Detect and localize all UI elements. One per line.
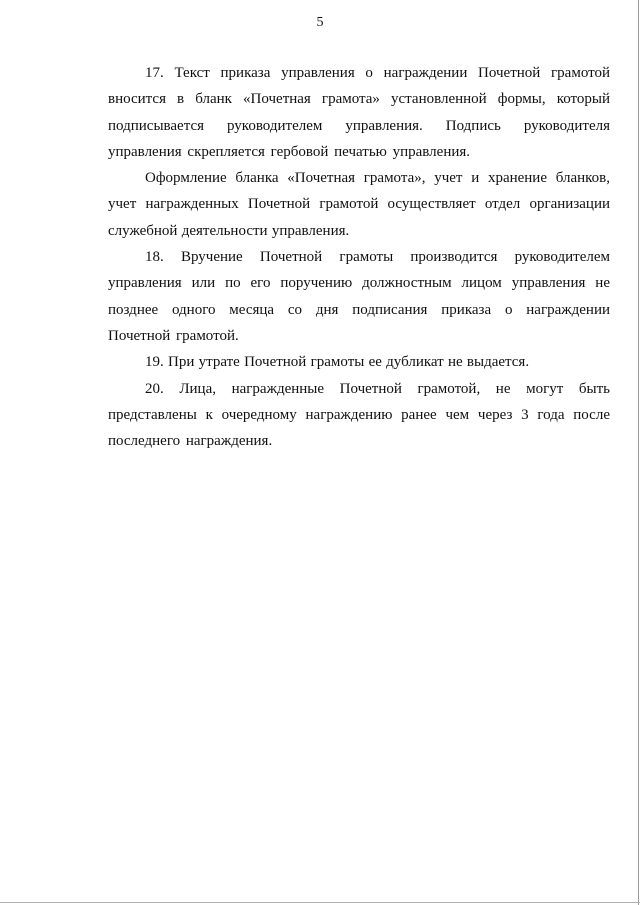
- document-body: [108, 60, 610, 454]
- scan-edge-bottom: [0, 902, 640, 903]
- paragraph-blank-processing: Оформление бланка «Почетная грамота», учет и хранение бланков, учет награжденных Почетной грамотой осуществляет отдел организации служебной деятельности управления.: [108, 170, 610, 239]
- page-number: 5: [316, 15, 324, 30]
- paragraph-18: 18. Вручение Почетной грамоты производится руководителем управления или по его поручению должностным лицом управления не позднее одного месяца со дня подписания приказа о награждении Почетной грамотой.: [108, 249, 610, 344]
- paragraph-19: 19. При утрате Почетной грамоты ее дубликат не выдается.: [145, 354, 530, 371]
- scan-edge-right: [638, 0, 639, 905]
- paragraph-20: 20. Лица, награжденные Почетной грамотой, не могут быть представлены к очередному награждению ранее чем через 3 года после последнего награждения.: [108, 380, 610, 450]
- paragraph-17: 17. Текст приказа управления о награждении Почетной грамотой вносится в бланк «Почетная грамота» установленной формы, который подписывается руководителем управления. Подпись руководителя управления скрепляется гербовой печатью управления.: [108, 65, 610, 160]
